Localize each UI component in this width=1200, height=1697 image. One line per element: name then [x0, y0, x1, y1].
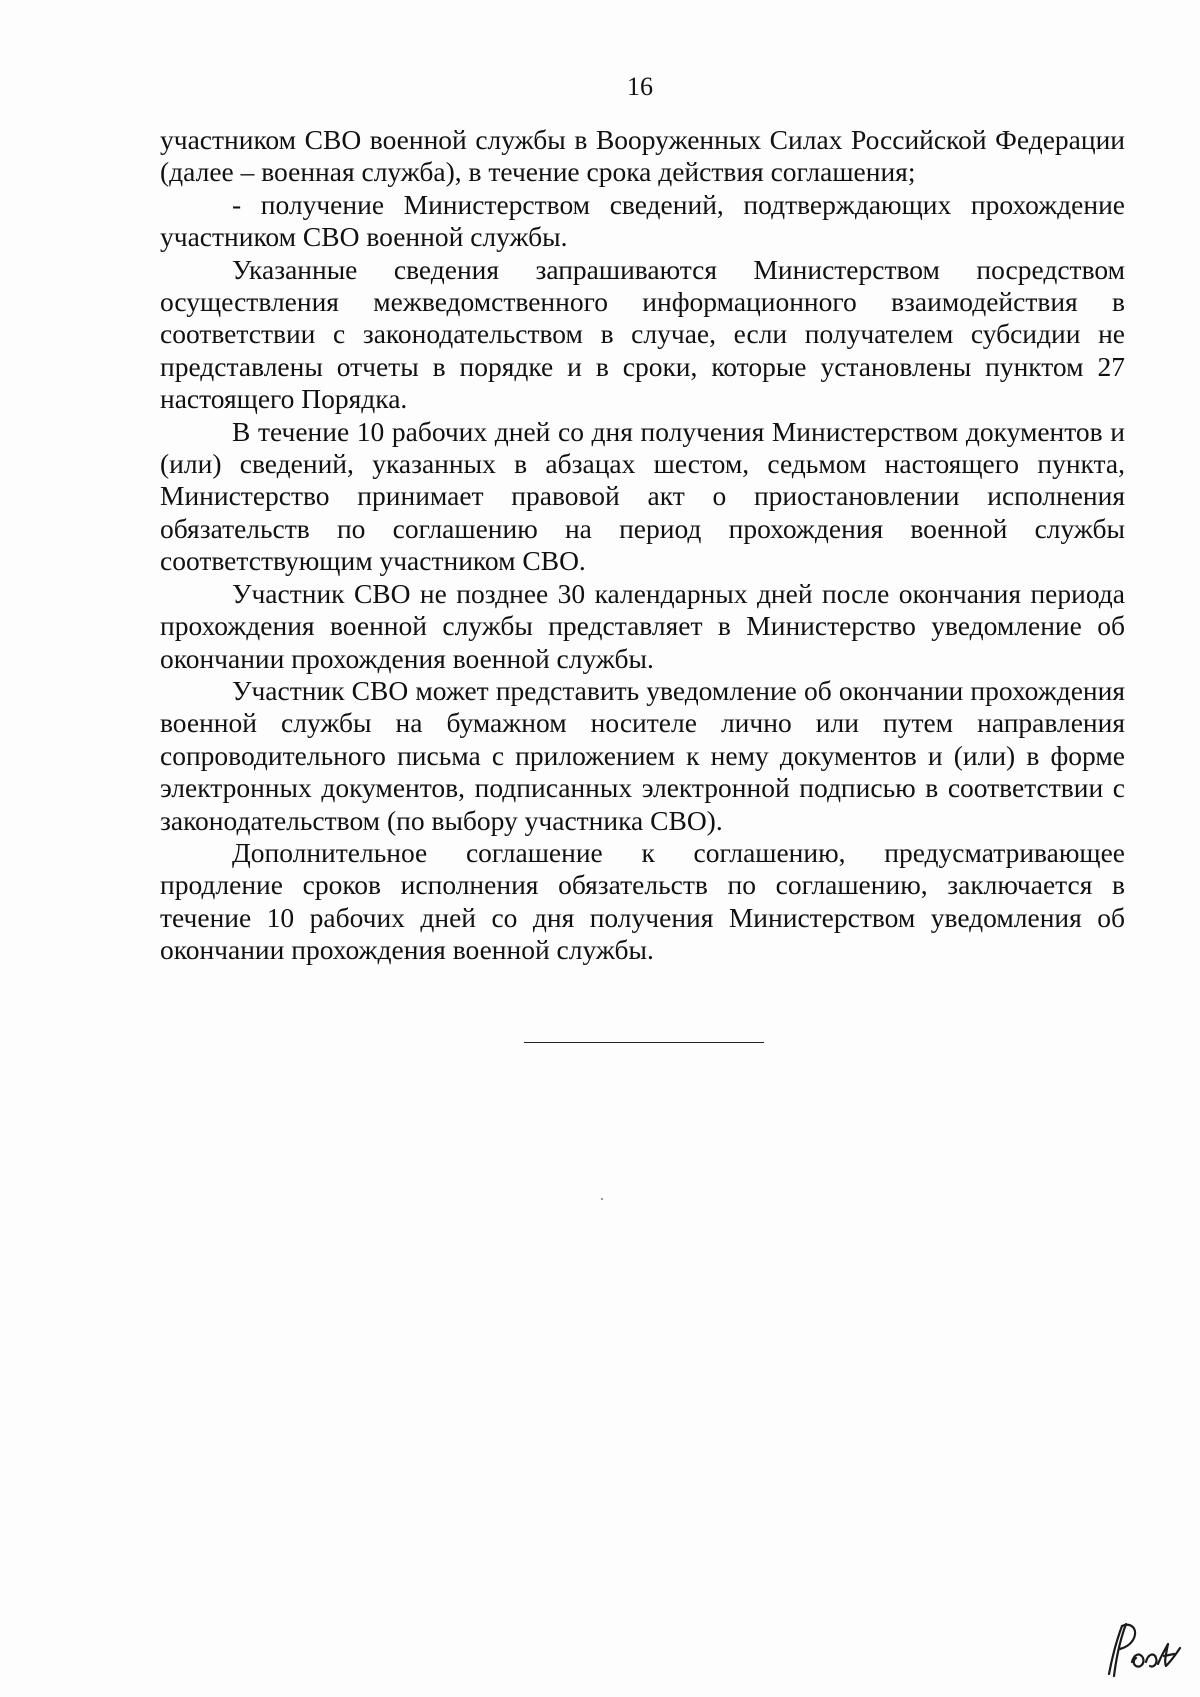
paragraph: Участник СВО не позднее 30 календарных дней после окончания периода прохождения военной службы представляет в Министерство уведомление об окончании прохождения военной службы.: [160, 577, 1125, 674]
handwritten-signature: [1100, 1618, 1184, 1680]
end-of-text-rule: [524, 1042, 764, 1043]
page-number: 16: [627, 72, 653, 101]
document-body: [160, 124, 1125, 967]
paragraph: Участник СВО может представить уведомление об окончании прохождения военной службы на бумажном носителе лично или путем направления сопроводительного письма с приложением к нему документов и (или) в форме электронных документов, подписанных электронной подписью в соответствии с законодательством (по выбору участника СВО).: [160, 674, 1125, 836]
paragraph-list-item: - получение Министерством сведений, подтверждающих прохождение участником СВО военной службы.: [160, 188, 1125, 253]
paragraph-continuation: участником СВО военной службы в Вооруженных Силах Российской Федерации (далее – военная служба), в течение срока действия соглашения;: [160, 124, 1125, 188]
paragraph: Указанные сведения запрашиваются Министерством посредством осуществления межведомственного информационного взаимодействия в соответствии с законодательством в случае, если получателем субсидии не представлены отчеты в порядке и в сроки, которые установлены пунктом 27 настоящего Порядка.: [160, 253, 1125, 415]
paragraph: Дополнительное соглашение к соглашению, предусматривающее продление сроков исполнения обязательств по соглашению, заключается в течение 10 рабочих дней со дня получения Министерством уведомления об окончании прохождения военной службы.: [160, 836, 1125, 966]
paragraph: В течение 10 рабочих дней со дня получения Министерством документов и (или) сведений, указанных в абзацах шестом, седьмом настоящего пункта, Министерство принимает правовой акт о приостановлении исполнения обязательств по соглашению на период прохождения военной службы соответствующим участником СВО.: [160, 415, 1125, 577]
scan-artifact-dot: [601, 1198, 603, 1200]
